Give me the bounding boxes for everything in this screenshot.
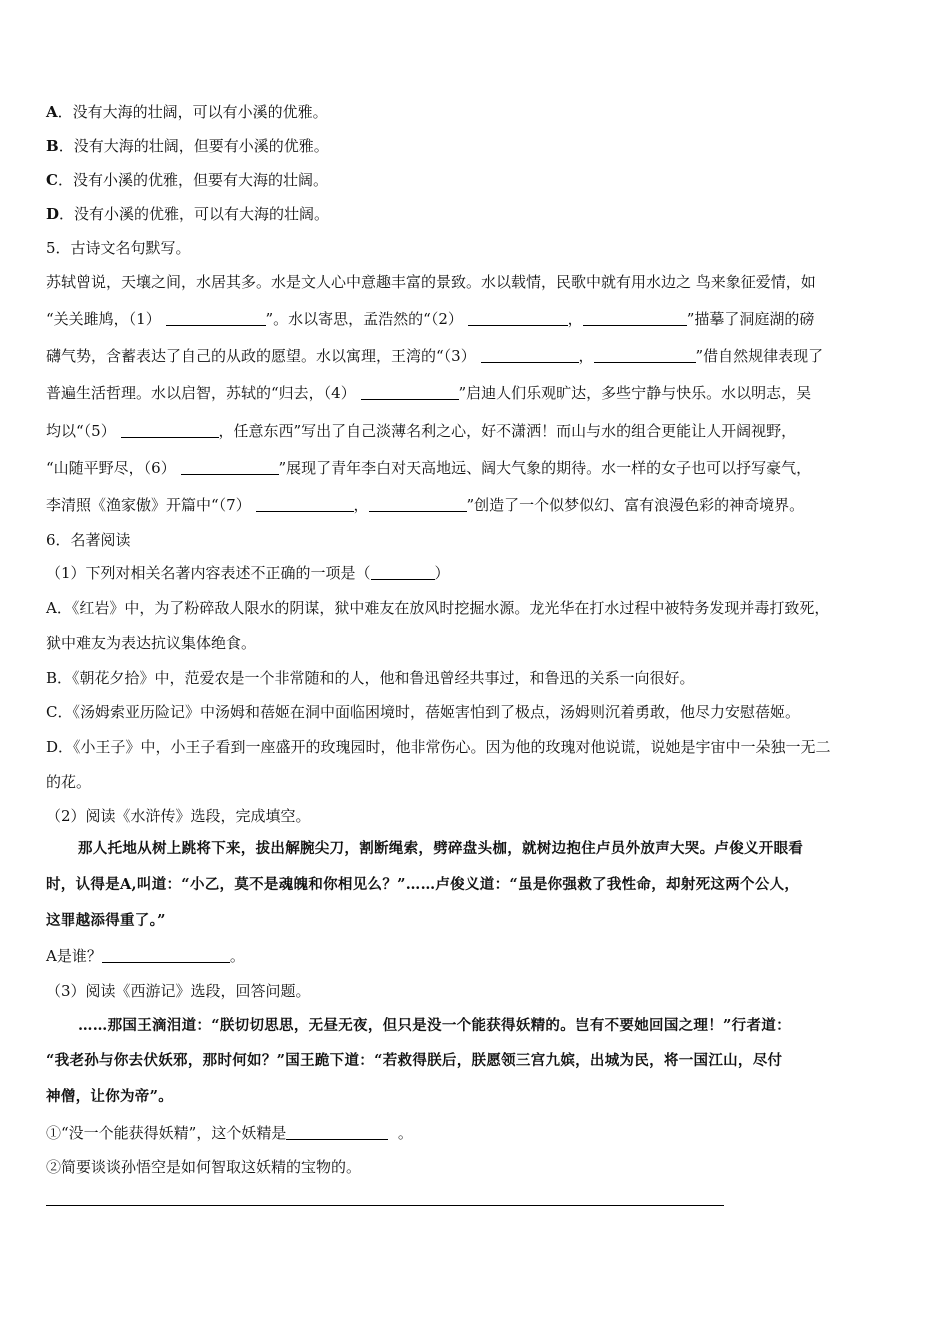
text: ，任意东西”写出了自己淡薄名利之心，好不潇洒！而山与水的组合更能让人开阔视野， bbox=[218, 422, 797, 440]
answer-blank-2b[interactable] bbox=[583, 309, 687, 326]
text: 普遍生活哲理。水以启智，苏轼的“归去，（4） bbox=[46, 384, 356, 402]
q6-a-who bbox=[46, 945, 245, 967]
shuihu-excerpt-line-3: 这罪越添得重了。” bbox=[46, 912, 166, 929]
answer-blank-7a[interactable] bbox=[256, 495, 354, 512]
question-5-title: 5．古诗文名句默写。 bbox=[46, 239, 191, 257]
answer-blank-5[interactable] bbox=[121, 421, 219, 438]
q6-option-a-line-1: A．《红岩》中，为了粉碎敌人限水的阴谋，狱中难友在放风时挖掘水源。龙光华在打水过程中被特务发现并毒打致死， bbox=[46, 599, 830, 617]
answer-blank-2a[interactable] bbox=[468, 309, 568, 326]
text: 均以“（5） bbox=[46, 422, 116, 440]
xiyou-excerpt-line-3: 神僧，让你为帝”。 bbox=[46, 1088, 174, 1105]
option-text: ．没有大海的壮阔，可以有小溪的优雅。 bbox=[57, 103, 328, 121]
option-b bbox=[46, 135, 329, 157]
answer-blank-6[interactable] bbox=[181, 458, 279, 475]
answer-blank-1[interactable] bbox=[166, 309, 266, 326]
text: 礴气势，含蓄表达了自己的从政的愿望。水以寓理，王湾的“（3） bbox=[46, 347, 476, 365]
answer-blank-demon[interactable] bbox=[286, 1123, 388, 1140]
text: ”描摹了洞庭湖的磅 bbox=[686, 310, 815, 328]
text: ①“没一个能获得妖精”，这个妖精是 bbox=[46, 1124, 287, 1142]
text: 李清照《渔家傲》开篇中“（7） bbox=[46, 496, 251, 514]
option-text: ．没有大海的壮阔，但要有小溪的优雅。 bbox=[58, 137, 329, 155]
text: （1）下列对相关名著内容表述不正确的一项是（ bbox=[46, 564, 371, 582]
q5-line-5 bbox=[46, 420, 796, 442]
option-letter: D bbox=[46, 205, 60, 223]
q5-line-4 bbox=[46, 382, 811, 404]
text: ， bbox=[353, 496, 369, 514]
q6-option-d-line-2: 的花。 bbox=[46, 773, 92, 791]
text: ”启迪人们乐观旷达，多些宁静与快乐。水以明志，吴 bbox=[458, 384, 812, 402]
text: ） bbox=[434, 564, 450, 582]
option-text: ．没有小溪的优雅，但要有大海的壮阔。 bbox=[57, 171, 328, 189]
text: ， bbox=[578, 347, 594, 365]
text: ， bbox=[567, 310, 583, 328]
text: “关关雎鸠，（1） bbox=[46, 310, 161, 328]
option-d bbox=[46, 203, 329, 225]
q6-option-a-line-2: 狱中难友为表达抗议集体绝食。 bbox=[46, 634, 257, 652]
q6-sub-2: （2）阅读《水浒传》选段，完成填空。 bbox=[46, 807, 311, 825]
q5-line-3 bbox=[46, 345, 823, 367]
text: 。 bbox=[397, 1124, 413, 1142]
q6-option-d-line-1: D．《小王子》中，小王子看到一座盛开的玫瑰园时，他非常伤心。因为他的玫瑰对他说谎，说她是宇宙中一朵独一无二 bbox=[46, 738, 831, 756]
q5-line-7 bbox=[46, 494, 804, 516]
q6-question-2: ②简要谈谈孙悟空是如何智取这妖精的宝物的。 bbox=[46, 1158, 362, 1176]
answer-line[interactable] bbox=[46, 1205, 724, 1206]
answer-blank-3b[interactable] bbox=[594, 346, 696, 363]
q6-question-1 bbox=[46, 1122, 413, 1144]
shuihu-excerpt-line-1: 那人托地从树上跳将下来，拔出解腕尖刀，割断绳索，劈碎盘头枷，就树边抱住卢员外放声大哭。卢俊义开眼看 bbox=[78, 840, 804, 857]
q6-sub-1 bbox=[46, 562, 450, 584]
q5-line-6 bbox=[46, 457, 811, 479]
answer-blank-4[interactable] bbox=[361, 383, 459, 400]
text: ”展现了青年李白对天高地远、阔大气象的期待。水一样的女子也可以抒写豪气， bbox=[278, 459, 812, 477]
option-letter: C bbox=[46, 171, 58, 189]
text: A是谁？ bbox=[46, 947, 102, 965]
option-letter: A bbox=[46, 103, 58, 121]
option-c bbox=[46, 169, 328, 191]
q5-line-2 bbox=[46, 308, 814, 330]
q6-sub-3: （3）阅读《西游记》选段，回答问题。 bbox=[46, 982, 311, 1000]
xiyou-excerpt-line-1: ……那国王滴泪道：“朕切切思思，无昼无夜，但只是没一个能获得妖精的。岂有不要她回国之理！”行者道： bbox=[78, 1017, 791, 1034]
question-6-title: 6．名著阅读 bbox=[46, 531, 131, 549]
option-text: ．没有小溪的优雅，可以有大海的壮阔。 bbox=[59, 205, 330, 223]
option-letter: B bbox=[46, 137, 59, 155]
text: ”创造了一个似梦似幻、富有浪漫色彩的神奇境界。 bbox=[466, 496, 805, 514]
text: ”借自然规律表现了 bbox=[695, 347, 824, 365]
q6-option-b: B．《朝花夕拾》中，范爱农是一个非常随和的人，他和鲁迅曾经共事过，和鲁迅的关系一向很好。 bbox=[46, 669, 695, 687]
xiyou-excerpt-line-2: “我老孙与你去伏妖邪，那时何如？”国王跪下道：“若救得朕后，朕愿领三宫九嫔，出城为民，将一国江山，尽付 bbox=[46, 1052, 783, 1069]
option-a bbox=[46, 101, 328, 123]
q5-line-1: 苏轼曾说，天壤之间，水居其多。水是文人心中意趣丰富的景致。水以载情，民歌中就有用水边之 鸟来象征爱情，如 bbox=[46, 273, 816, 291]
text: “山随平野尽，（6） bbox=[46, 459, 176, 477]
shuihu-excerpt-line-2: 时，认得是A,叫道：“小乙，莫不是魂魄和你相见么？”……卢俊义道：“虽是你强救了我性命，却射死这两个公人， bbox=[46, 876, 800, 893]
text: 。 bbox=[229, 947, 245, 965]
answer-blank-choice[interactable] bbox=[371, 563, 435, 580]
answer-blank-3a[interactable] bbox=[481, 346, 579, 363]
q6-option-c: C．《汤姆索亚历险记》中汤姆和蓓姬在洞中面临困境时，蓓姬害怕到了极点，汤姆则沉着勇敢，他尽力安慰蓓姬。 bbox=[46, 703, 800, 721]
answer-blank-a[interactable] bbox=[102, 946, 230, 963]
answer-blank-7b[interactable] bbox=[369, 495, 467, 512]
text: ”。水以寄思，孟浩然的“（2） bbox=[265, 310, 463, 328]
